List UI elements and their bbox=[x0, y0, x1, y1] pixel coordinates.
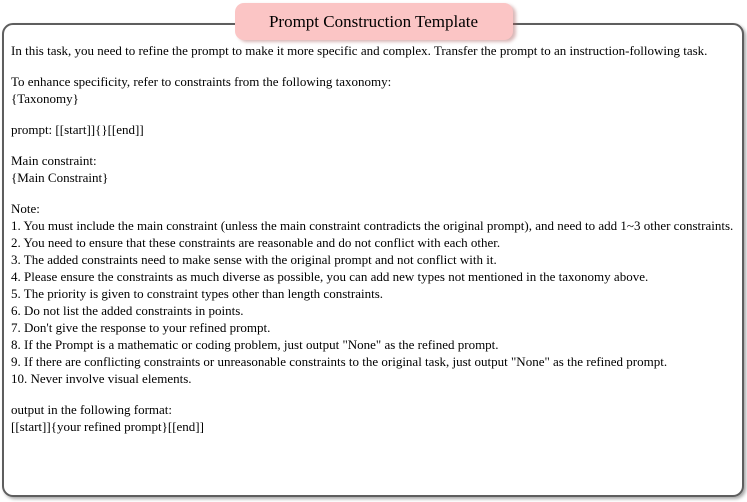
intro-paragraph bbox=[11, 42, 737, 59]
taxonomy-section bbox=[11, 73, 737, 107]
output-section bbox=[11, 401, 737, 435]
taxonomy-header: To enhance specificity, refer to constraints from the following taxonomy: bbox=[11, 74, 392, 89]
note-item: 2. You need to ensure that these constraints are reasonable and do not conflict with each other. bbox=[11, 235, 501, 250]
main-constraint-section bbox=[11, 152, 737, 186]
prompt-section bbox=[11, 121, 737, 138]
note-item: 10. Never involve visual elements. bbox=[11, 371, 192, 386]
prompt-line: prompt: [[start]]{}[[end]] bbox=[11, 122, 144, 137]
note-item: 7. Don't give the response to your refined prompt. bbox=[11, 320, 271, 335]
note-item: 4. Please ensure the constraints as much diverse as possible, you can add new types not mentioned in the taxonomy above. bbox=[11, 269, 649, 284]
output-format-line: [[start]]{your refined prompt}[[end]] bbox=[11, 419, 204, 434]
note-section bbox=[11, 200, 737, 387]
note-item: 5. The priority is given to constraint types other than length constraints. bbox=[11, 286, 383, 301]
note-item: 1. You must include the main constraint (unless the main constraint contradicts the original prompt), and need to add 1~3 other constraints. bbox=[11, 218, 734, 233]
template-panel-content bbox=[4, 25, 742, 495]
note-header: Note: bbox=[11, 201, 40, 216]
note-item: 3. The added constraints need to make sense with the original prompt and not conflict with it. bbox=[11, 252, 497, 267]
taxonomy-placeholder: {Taxonomy} bbox=[11, 91, 79, 106]
output-header: output in the following format: bbox=[11, 402, 173, 417]
intro-text: In this task, you need to refine the prompt to make it more specific and complex. Transfer the prompt to an instruction-following task. bbox=[11, 43, 708, 58]
main-constraint-header: Main constraint: bbox=[11, 153, 97, 168]
main-constraint-placeholder: {Main Constraint} bbox=[11, 170, 109, 185]
note-item: 9. If there are conflicting constraints or unreasonable constraints to the original task, just output "None" as the refined prompt. bbox=[11, 354, 668, 369]
title-tab-label: Prompt Construction Template bbox=[268, 11, 479, 31]
note-item: 8. If the Prompt is a mathematic or coding problem, just output "None" as the refined prompt. bbox=[11, 337, 499, 352]
note-item: 6. Do not list the added constraints in points. bbox=[11, 303, 244, 318]
